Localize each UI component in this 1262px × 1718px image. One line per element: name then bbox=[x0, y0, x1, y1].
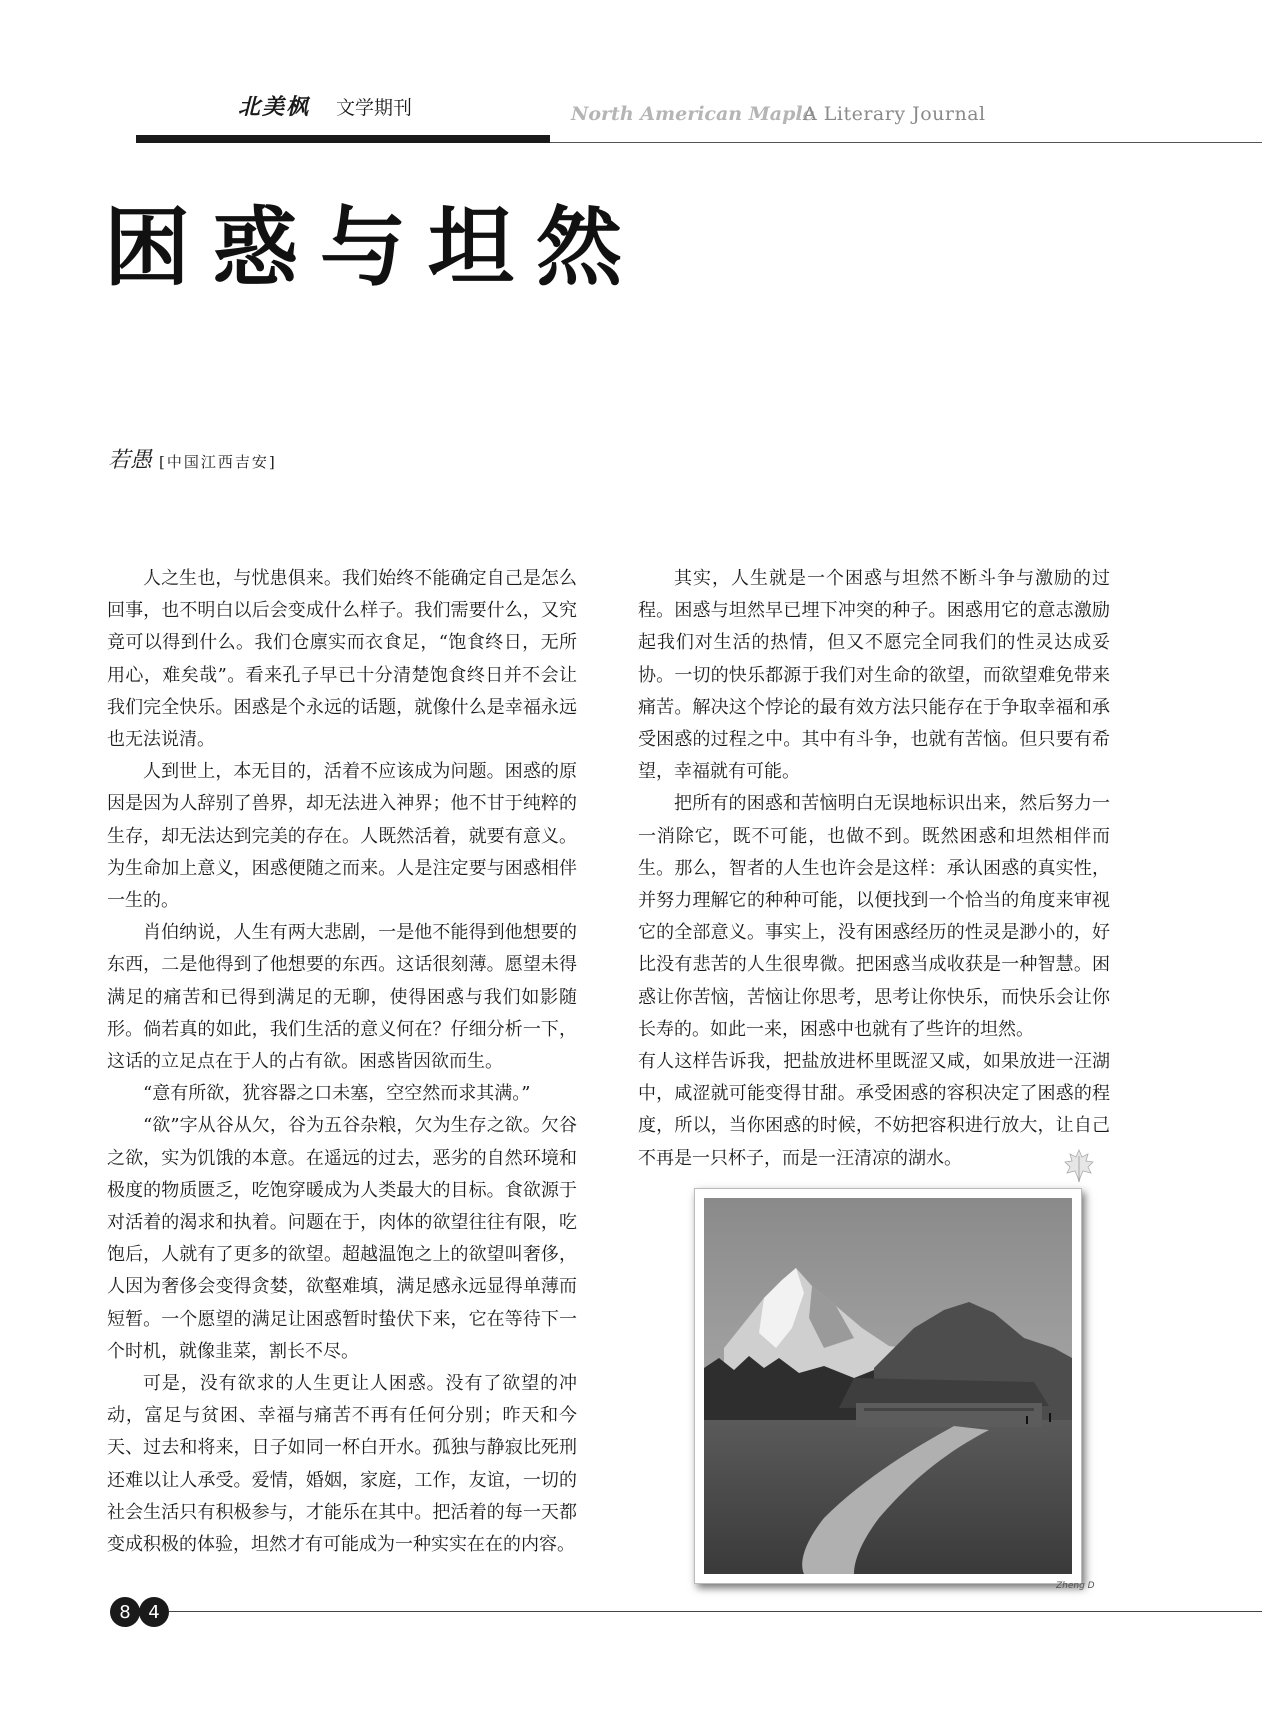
body-column-left bbox=[107, 563, 577, 1561]
header-rule-thick bbox=[136, 135, 550, 143]
paragraph: 有人这样告诉我，把盐放进杯里既涩又咸，如果放进一汪湖中，咸涩就可能变得甘甜。承受困惑的容积决定了困惑的程度，所以，当你困惑的时候，不妨把容积进行放大，让自己不再是一只杯子，而是一汪清凉的湖水。 bbox=[638, 1051, 1110, 1169]
author-name: 若愚 bbox=[108, 448, 153, 473]
header-rule-thin bbox=[550, 142, 1262, 143]
paragraph: 其实，人生就是一个困惑与坦然不断斗争与激励的过程。困惑与坦然早已埋下冲突的种子。困惑用它的意志激励起我们对生活的热情，但又不愿完全同我们的性灵达成妥协。一切的快乐都源于我们对生命的欲望，而欲望难免带来痛苦。解决这个悖论的最有效方法只能存在于争取幸福和承受困惑的过程之中。其中有斗争，也就有苦恼。但只要有希望，幸福就有可能。 bbox=[638, 568, 1110, 783]
paragraph: “意有所欲，犹容器之口未塞，空空然而求其满。” bbox=[143, 1083, 531, 1105]
journal-subtitle-cn: 文学期刊 bbox=[336, 97, 413, 119]
maple-leaf-icon bbox=[1063, 1148, 1095, 1184]
paragraph: 可是，没有欲求的人生更让人困惑。没有了欲望的冲动，富足与贫困、幸福与痛苦不再有任何分别；昨天和今天、过去和将来，日子如同一杯白开水。孤独与静寂比死刑还难以让人承受。爱情，婚姻，家庭，工作，友谊，一切的社会生活只有积极参与，才能乐在其中。把活着的每一天都变成积极的体验，坦然才有可能成为一种实实在在的内容。 bbox=[107, 1373, 577, 1556]
paragraph: “欲”字从谷从欠，谷为五谷杂粮，欠为生存之欲。欠谷之欲，实为饥饿的本意。在遥远的过去，恶劣的自然环境和极度的物质匮乏，吃饱穿暖成为人类最大的目标。食欲源于对活着的渴求和执着。问题在于，肉体的欲望往往有限，吃饱后，人就有了更多的欲望。超越温饱之上的欲望叫奢侈，人因为奢侈会变得贪婪，欲壑难填，满足感永远显得单薄而短暂。一个愿望的满足让困惑暂时蛰伏下来，它在等待下一个时机，就像韭菜，割长不尽。 bbox=[107, 1115, 577, 1362]
paragraph: 人之生也，与忧患俱来。我们始终不能确定自己是怎么回事，也不明白以后会变成什么样子。我们需要什么，又究竟可以得到什么。我们仓廪实而衣食足，“饱食终日，无所用心，难矣哉”。看来孔子早已十分清楚饱食终日并不会让我们完全快乐。困惑是个永远的话题，就像什么是幸福永远也无法说清。 bbox=[107, 568, 577, 751]
footer-rule bbox=[169, 1611, 1262, 1612]
article-title: 困惑与坦然 bbox=[104, 198, 644, 298]
photo-frame bbox=[694, 1188, 1082, 1584]
author-location: [中国江西吉安] bbox=[159, 453, 277, 471]
journal-subtitle-en: A Literary Journal bbox=[803, 103, 986, 125]
paragraph: 人到世上，本无目的，活着不应该成为问题。困惑的原因是因为人辞别了兽界，却无法进入神界；他不甘于纯粹的生存，却无法达到完美的存在。人既然活着，就要有意义。为生命加上意义，困惑便随之而来。人是注定要与困惑相伴一生的。 bbox=[107, 761, 577, 912]
photo-credit: Zheng D bbox=[1056, 1581, 1095, 1591]
mountain-landscape-photo bbox=[704, 1198, 1072, 1574]
journal-name-cn: 北美枫 bbox=[238, 94, 311, 120]
article-byline bbox=[108, 443, 277, 474]
body-column-right bbox=[638, 563, 1110, 1175]
paragraph: 把所有的困惑和苦恼明白无误地标识出来，然后努力一一消除它，既不可能，也做不到。既然困惑和坦然相伴而生。那么，智者的人生也许会是这样：承认困惑的真实性，并努力理解它的种种可能，以便找到一个恰当的角度来审视它的全部意义。事实上，没有困惑经历的性灵是渺小的，好比没有悲苦的人生很卑微。把困惑当成收获是一种智慧。困惑让你苦恼，苦恼让你思考，思考让你快乐，而快乐会让你长寿的。如此一来，困惑中也就有了些许的坦然。 bbox=[638, 793, 1110, 1040]
paragraph: 肖伯纳说，人生有两大悲剧，一是他不能得到他想要的东西，二是他得到了他想要的东西。这话很刻薄。愿望未得满足的痛苦和已得到满足的无聊，使得困惑与我们如影随形。倘若真的如此，我们生活的意义何在？仔细分析一下，这话的立足点在于人的占有欲。困惑皆因欲而生。 bbox=[107, 922, 577, 1073]
page-number-digit: 8 bbox=[110, 1597, 140, 1627]
page-number-digit: 4 bbox=[139, 1597, 169, 1627]
journal-name-en: North American Maple bbox=[571, 103, 815, 125]
